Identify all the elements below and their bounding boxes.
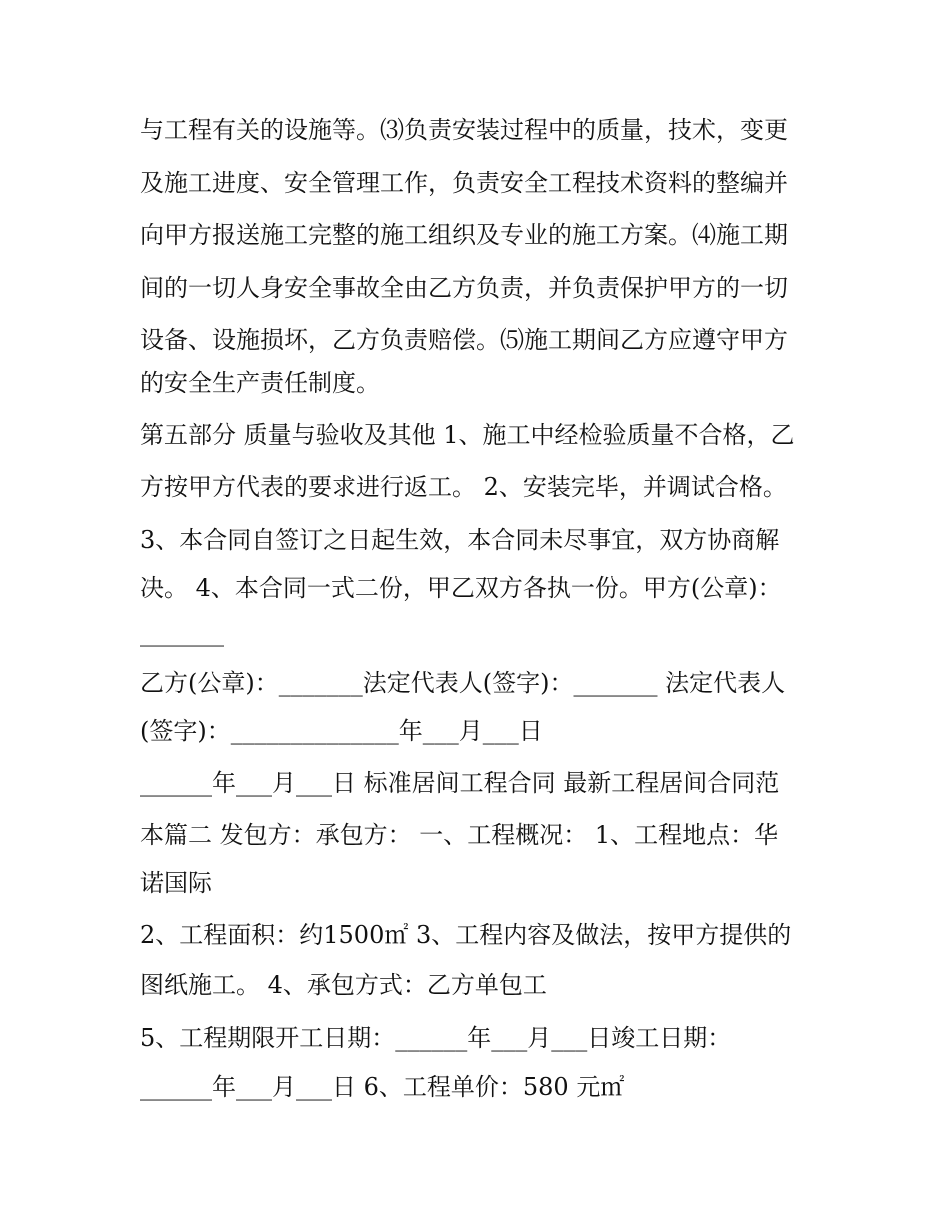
text-line: 的安全生产责任制度。	[140, 369, 380, 397]
text-line: ______年___月___日 标准居间工程合同 最新工程居间合同范	[140, 769, 780, 797]
text-line: 图纸施工。 4、承包方式：乙方单包工	[140, 971, 547, 999]
text-line: 5、工程期限开工日期：______年___月___日竣工日期：	[140, 1024, 732, 1052]
text-line: ______年___月___日 6、工程单价：580 元㎡	[140, 1073, 625, 1101]
text-line: 及施工进度、安全管理工作，负责安全工程技术资料的整编并	[140, 169, 788, 197]
text-line: 诺国际	[140, 869, 212, 897]
text-line: 间的一切人身安全事故全由乙方负责，并负责保护甲方的一切	[140, 274, 788, 302]
text-line: 2、工程面积：约1500㎡ 3、工程内容及做法，按甲方提供的	[140, 921, 792, 949]
text-line: 决。 4、本合同一式二份，甲乙双方各执一份。甲方(公章)：	[140, 574, 782, 602]
text-line: 设备、设施损坏，乙方负责赔偿。⑸施工期间乙方应遵守甲方	[140, 326, 788, 354]
text-line: 第五部分 质量与验收及其他 1、施工中经检验质量不合格，乙	[140, 421, 795, 449]
signature-blank: _______	[140, 619, 224, 647]
date-line: (签字)：______________年___月___日	[140, 717, 543, 745]
text-line: 乙方(公章)：_______法定代表人(签字)：_______ 法定代表人	[140, 669, 786, 697]
text-line: 方按甲方代表的要求进行返工。 2、安装完毕，并调试合格。	[140, 473, 787, 501]
text-line: 本篇二 发包方：承包方： 一、工程概况： 1、工程地点：华	[140, 821, 779, 849]
text-line: 与工程有关的设施等。⑶负责安装过程中的质量，技术，变更	[140, 116, 788, 144]
text-line: 3、本合同自签订之日起生效，本合同未尽事宜，双方协商解	[140, 526, 780, 554]
text-line: 向甲方报送施工完整的施工组织及专业的施工方案。⑷施工期	[140, 221, 788, 249]
